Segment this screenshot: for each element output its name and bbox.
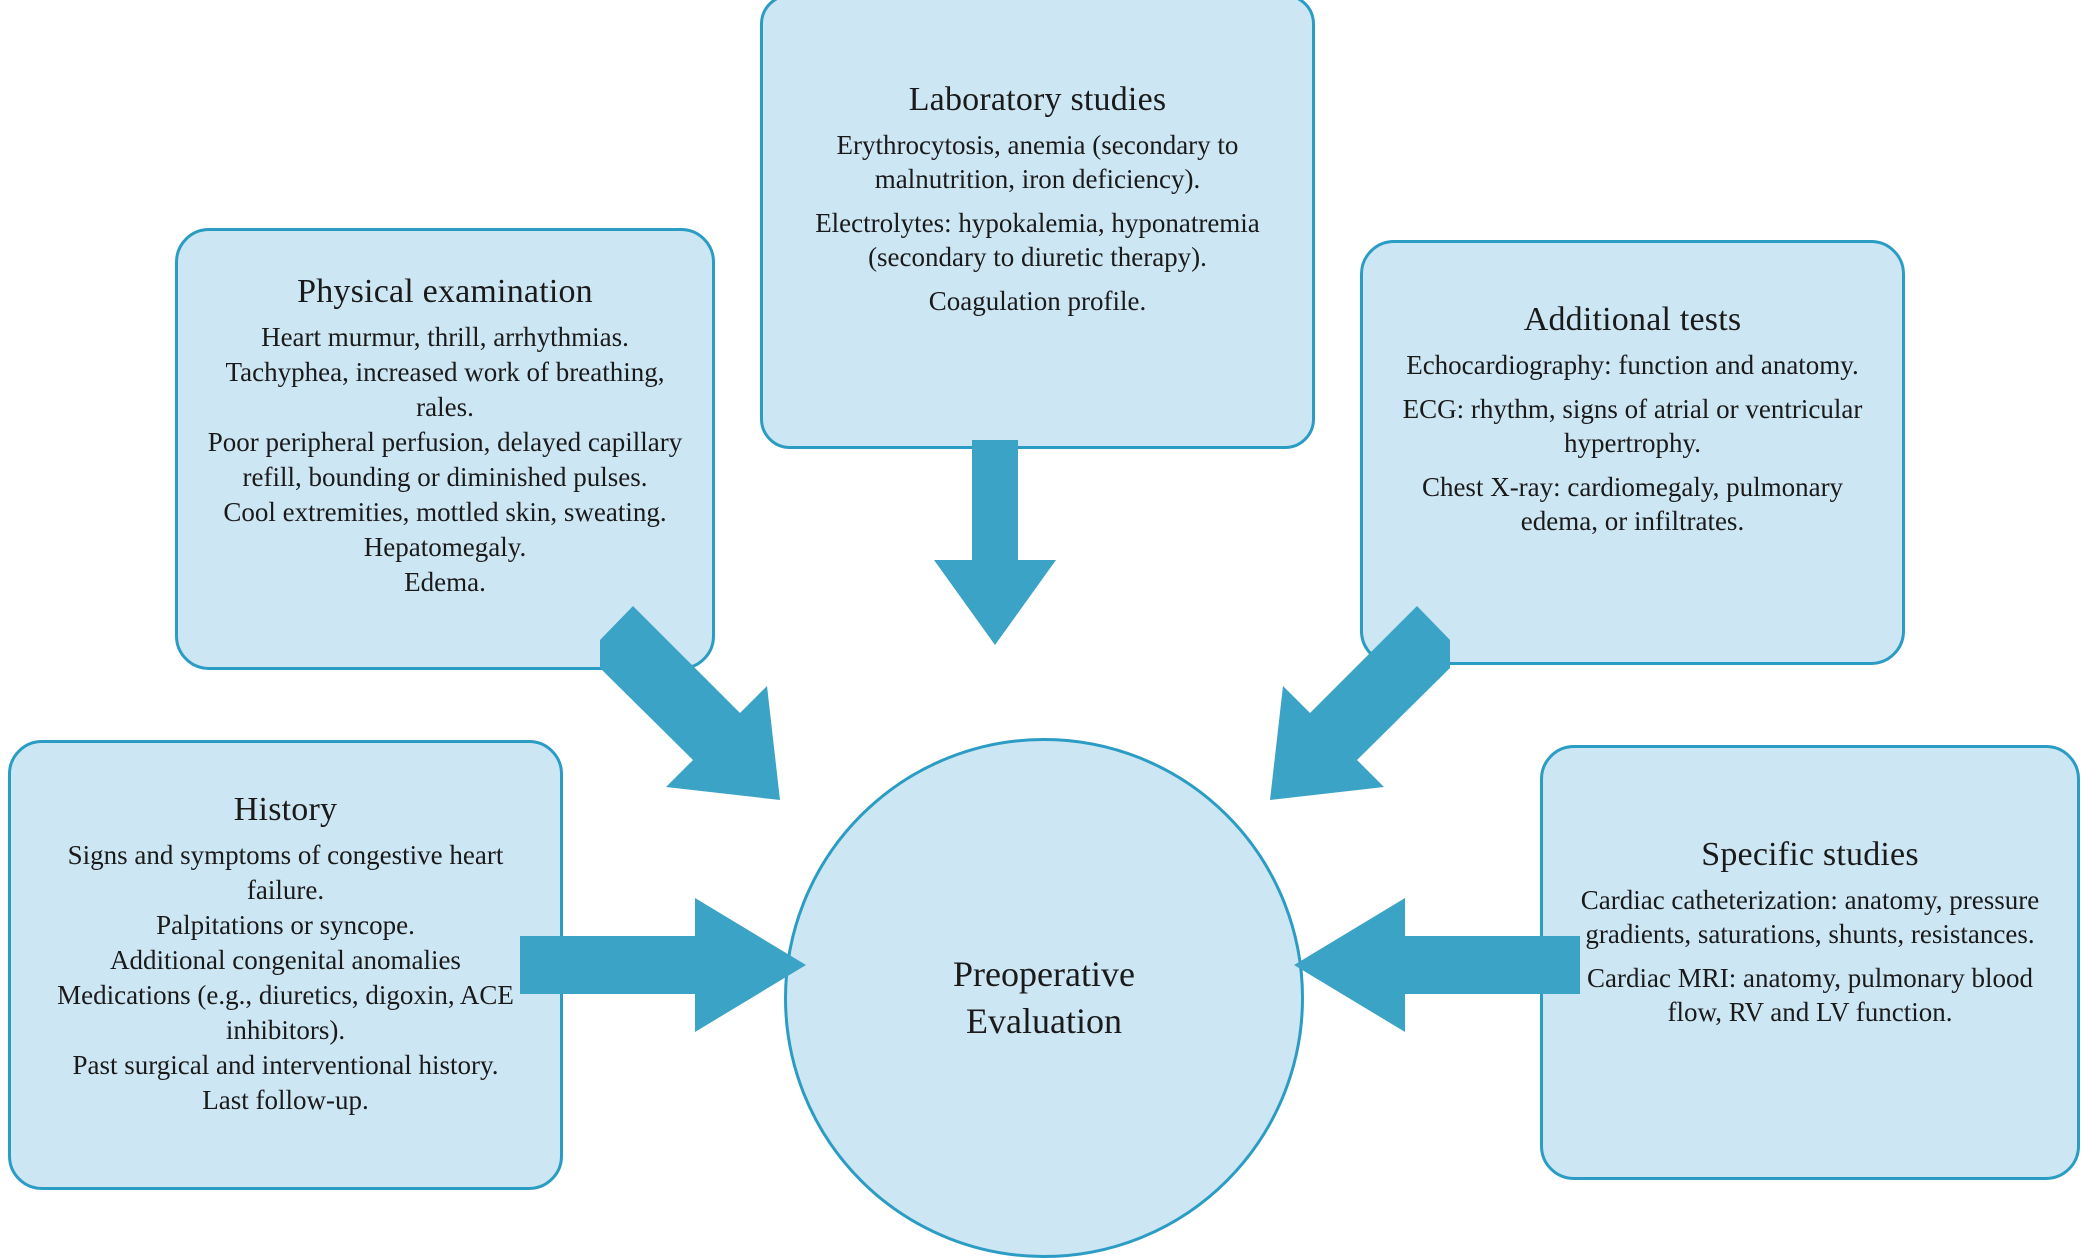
node-specific-studies bbox=[1540, 745, 2080, 1180]
center-node-line1: Preoperative bbox=[953, 954, 1135, 995]
node-laboratory-studies bbox=[760, 0, 1315, 449]
node-title-history: History bbox=[233, 791, 338, 828]
node-body-specific-studies bbox=[1561, 883, 2059, 1029]
center-node-line2: Evaluation bbox=[966, 1001, 1122, 1041]
node-additional-tests bbox=[1360, 240, 1905, 665]
node-text: Cardiac MRI: anatomy, pulmonary blood flow, RV and LV function. bbox=[1587, 962, 2033, 1027]
node-text: ECG: rhythm, signs of atrial or ventricular hypertrophy. bbox=[1402, 393, 1863, 458]
node-text: Last follow-up. bbox=[202, 1085, 369, 1116]
arrow-history-to-center-icon bbox=[520, 890, 810, 1040]
node-text: Additional congenital anomalies bbox=[110, 945, 461, 976]
node-text: Signs and symptoms of congestive heart failure. bbox=[67, 839, 504, 905]
node-text: Edema. bbox=[404, 567, 486, 598]
node-text: Cool extremities, mottled skin, sweating. bbox=[223, 497, 667, 528]
node-physical-examination bbox=[175, 228, 715, 670]
node-text: Echocardiography: function and anatomy. bbox=[1406, 349, 1859, 380]
node-text: Chest X-ray: cardiomegaly, pulmonary edema, or infiltrates. bbox=[1421, 471, 1844, 536]
arrow-specific-to-center-icon bbox=[1290, 890, 1580, 1040]
center-node-preoperative-evaluation bbox=[784, 738, 1304, 1258]
node-text: Palpitations or syncope. bbox=[156, 910, 415, 941]
node-title-laboratory-studies: Laboratory studies bbox=[908, 81, 1167, 118]
node-text: Medications (e.g., diuretics, digoxin, ACE inhibitors). bbox=[57, 980, 514, 1046]
node-body-laboratory-studies bbox=[781, 128, 1294, 318]
node-title-specific-studies: Specific studies bbox=[1701, 836, 1919, 873]
node-text: Tachyphea, increased work of breathing, rales. bbox=[225, 356, 665, 423]
node-body-physical-examination bbox=[196, 320, 694, 601]
node-text: Hepatomegaly. bbox=[363, 532, 527, 563]
node-text: Heart murmur, thrill, arrhythmias. bbox=[261, 321, 629, 352]
arrow-laboratory-to-center-icon bbox=[930, 440, 1060, 650]
node-body-history bbox=[29, 838, 542, 1119]
node-history bbox=[8, 740, 563, 1190]
center-node-label bbox=[953, 951, 1135, 1045]
node-text: Past surgical and interventional history. bbox=[72, 1050, 499, 1081]
node-body-additional-tests bbox=[1381, 348, 1884, 538]
node-text: Cardiac catheterization: anatomy, pressure gradients, saturations, shunts, resistances. bbox=[1580, 884, 2040, 949]
node-title-additional-tests: Additional tests bbox=[1523, 301, 1742, 338]
node-text: Coagulation profile. bbox=[928, 285, 1147, 316]
node-text: Electrolytes: hypokalemia, hyponatremia (secondary to diuretic therapy). bbox=[815, 207, 1260, 272]
node-text: Poor peripheral perfusion, delayed capillary refill, bounding or diminished pulses. bbox=[207, 427, 683, 493]
node-text: Erythrocytosis, anemia (secondary to malnutrition, iron deficiency). bbox=[836, 129, 1239, 194]
node-title-physical-examination: Physical examination bbox=[297, 273, 593, 310]
